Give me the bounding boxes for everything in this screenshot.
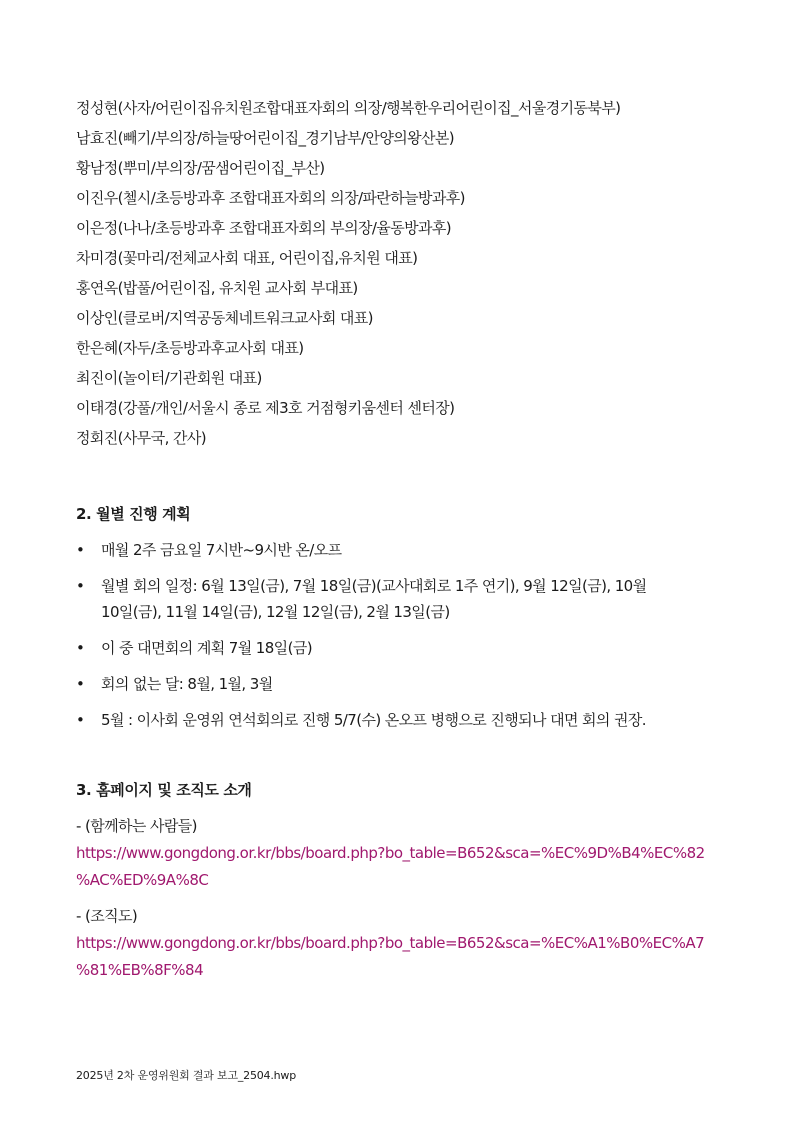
section-3-heading: 3. 홈페이지 및 조직도 소개 — [76, 781, 252, 799]
member-line: 이은정(나나/초등방과후 조합대표자회의 부의장/율동방과후) — [76, 219, 452, 237]
member-line: 황남정(뿌미/부의장/꿈샘어린이집_부산) — [76, 159, 325, 177]
bullet-icon: • — [76, 711, 85, 729]
member-line: 차미경(꽃마리/전체교사회 대표, 어린이집,유치원 대표) — [76, 249, 418, 267]
member-line: 이진우(첼시/초등방과후 조합대표자회의 의장/파란하늘방과후) — [76, 189, 465, 207]
bullet-text: 이 중 대면회의 계획 7월 18일(금) — [101, 639, 312, 657]
bullet-icon: • — [76, 541, 85, 559]
bullet-text: 매월 2주 금요일 7시반~9시반 온/오프 — [101, 541, 342, 559]
people-page-link-continued[interactable]: %AC%ED%9A%8C — [76, 871, 209, 889]
bullet-icon: • — [76, 675, 85, 693]
member-line: 이태경(강풀/개인/서울시 종로 제3호 거점형키움센터 센터장) — [76, 399, 455, 417]
member-line: 이상인(클로버/지역공동체네트워크교사회 대표) — [76, 309, 373, 327]
bullet-text: 10일(금), 11월 14일(금), 12월 12일(금), 2월 13일(금) — [101, 603, 450, 621]
footer-filename: 2025년 2차 운영위원회 결과 보고_2504.hwp — [76, 1069, 297, 1082]
link-label-org-chart: - (조직도) — [76, 907, 138, 925]
member-line: 정성현(사자/어린이집유치원조합대표자회의 의장/행복한우리어린이집_서울경기동북부) — [76, 99, 621, 117]
member-line: 홍연옥(밥풀/어린이집, 유치원 교사회 부대표) — [76, 279, 358, 297]
member-line: 최진이(놀이터/기관회원 대표) — [76, 369, 262, 387]
member-line: 한은혜(자두/초등방과후교사회 대표) — [76, 339, 304, 357]
member-line: 남효진(빼기/부의장/하늘땅어린이집_경기남부/안양의왕산본) — [76, 129, 455, 147]
bullet-text: 5월 : 이사회 운영위 연석회의로 진행 5/7(수) 온오프 병행으로 진행되나 대면 회의 권장. — [101, 711, 646, 729]
bullet-icon: • — [76, 639, 85, 657]
org-chart-link-continued[interactable]: %81%EB%8F%84 — [76, 961, 204, 979]
member-line: 정회진(사무국, 간사) — [76, 429, 206, 447]
people-page-link[interactable]: https://www.gongdong.or.kr/bbs/board.php?bo_table=B652&sca=%EC%9D%B4%EC%82 — [76, 844, 705, 862]
org-chart-link[interactable]: https://www.gongdong.or.kr/bbs/board.php?bo_table=B652&sca=%EC%A1%B0%EC%A7 — [76, 934, 705, 952]
section-2-heading: 2. 월별 진행 계획 — [76, 505, 191, 523]
bullet-icon: • — [76, 577, 85, 595]
link-label-people: - (함께하는 사람들) — [76, 817, 197, 835]
bullet-text: 회의 없는 달: 8월, 1월, 3월 — [101, 675, 273, 693]
bullet-text: 월별 회의 일정: 6월 13일(금), 7월 18일(금)(교사대회로 1주 연기), 9월 12일(금), 10월 — [101, 577, 647, 595]
